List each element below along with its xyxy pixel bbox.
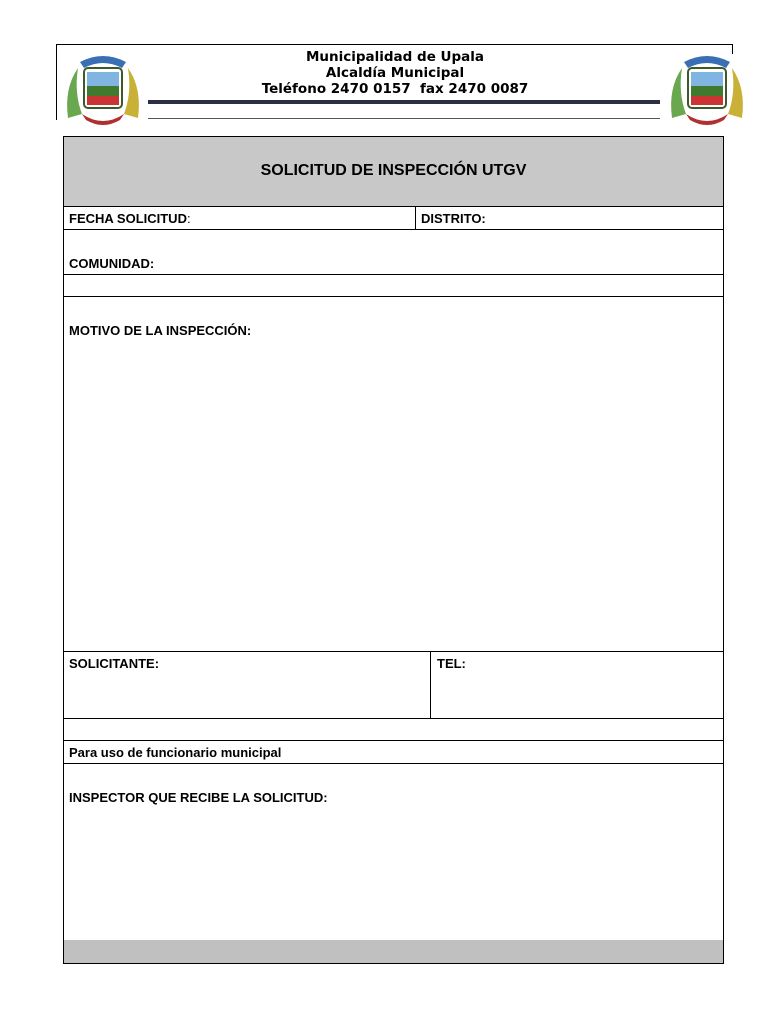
row-divider: [64, 296, 723, 297]
header-contact: Teléfono 2470 0157 fax 2470 0087: [261, 81, 529, 97]
header-text: [200, 49, 590, 97]
header-frame-left: [56, 44, 57, 120]
header-frame-top: [56, 44, 733, 45]
row-divider: [64, 718, 723, 719]
inspection-form: [63, 136, 724, 964]
row-divider: [64, 740, 723, 741]
header-office: Alcaldía Municipal: [325, 65, 465, 81]
header-municipality: Municipalidad de Upala: [305, 49, 485, 65]
row-divider: [64, 651, 723, 652]
solicitante-label: SOLICITANTE:: [69, 656, 160, 671]
fecha-distrito-divider: [415, 207, 416, 229]
row-divider: [64, 229, 723, 230]
header-rule-thick: [148, 100, 660, 104]
solicitante-tel-divider: [430, 651, 431, 718]
fecha-solicitud-label: FECHA SOLICITUD:: [69, 211, 191, 226]
form-title: SOLICITUD DE INSPECCIÓN UTGV: [260, 162, 527, 179]
row-divider: [64, 274, 723, 275]
inspector-label: INSPECTOR QUE RECIBE LA SOLICITUD:: [69, 790, 328, 805]
motivo-inspeccion-label: MOTIVO DE LA INSPECCIÓN:: [69, 323, 252, 338]
comunidad-label: COMUNIDAD:: [69, 256, 155, 271]
header-rule-thin: [148, 118, 660, 119]
tel-label: TEL:: [437, 656, 466, 671]
row-divider: [64, 763, 723, 764]
municipal-seal-right-icon: [664, 48, 750, 128]
form-footer-band: [64, 940, 723, 963]
municipal-seal-left-icon: [60, 48, 146, 128]
distrito-label: DISTRITO:: [421, 211, 486, 226]
uso-funcionario-label: Para uso de funcionario municipal: [69, 745, 282, 760]
